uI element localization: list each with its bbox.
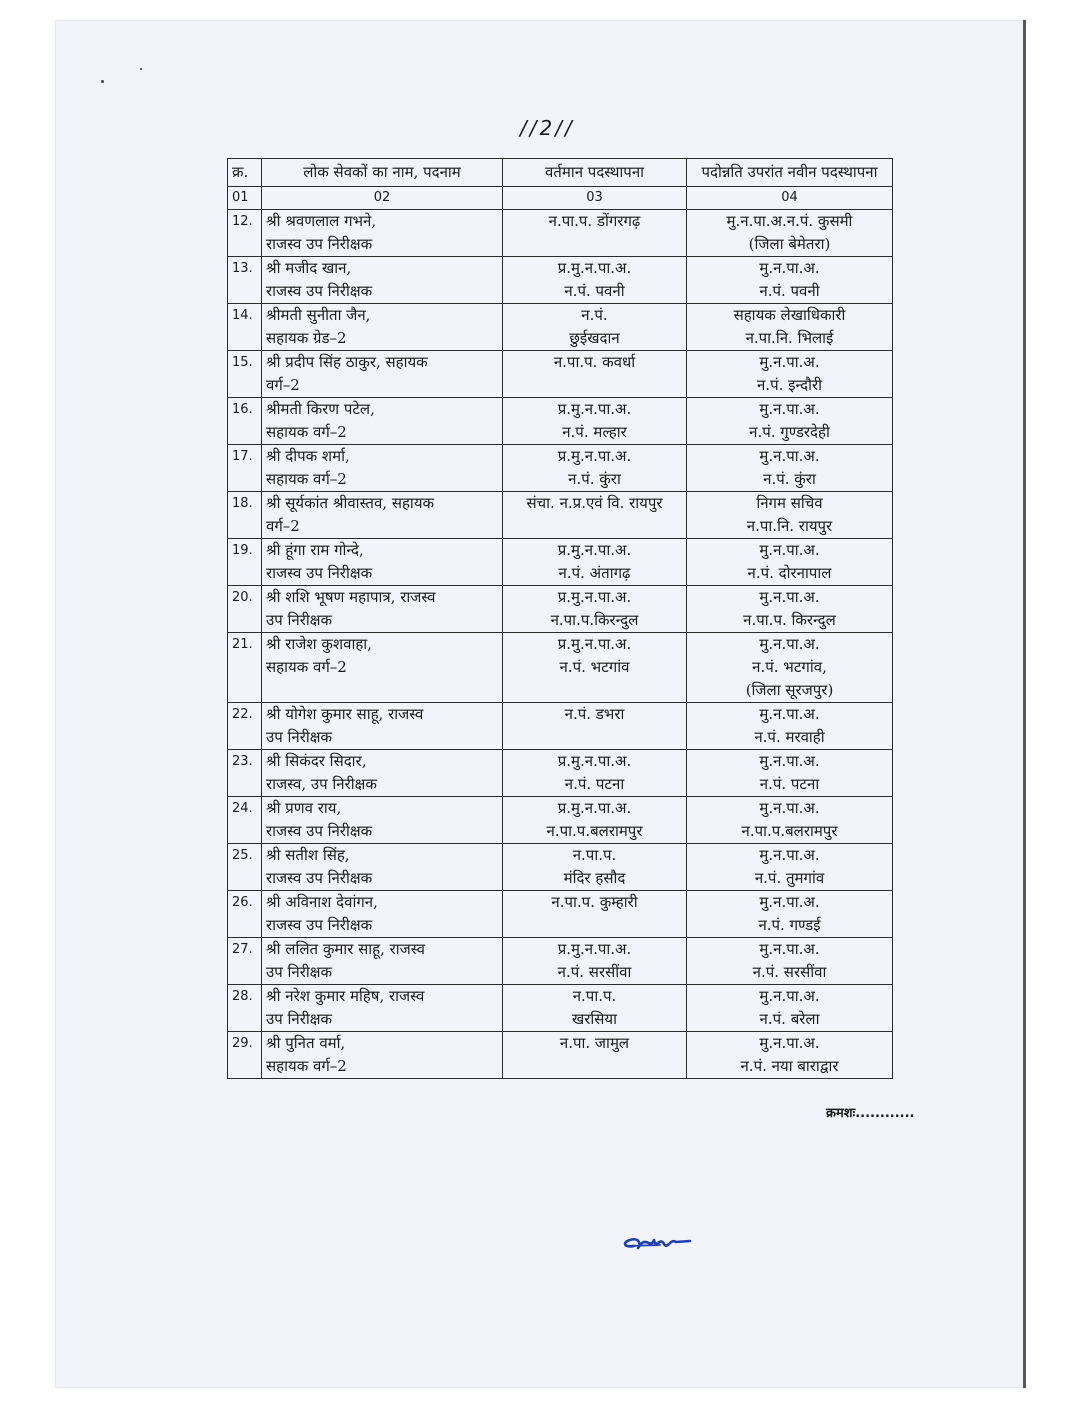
column-number: 04 — [687, 187, 893, 210]
new-posting-cell-line: न.पं. कुंरा — [763, 470, 816, 488]
name-designation-cell-line: राजस्व उप निरीक्षक — [266, 235, 373, 253]
name-designation-cell-line: श्री हूंगा राम गोन्दे, — [266, 541, 364, 559]
new-posting-cell-line: मु.न.पा.अ. — [759, 1034, 820, 1052]
name-designation-cell — [262, 351, 503, 398]
current-posting-cell-line: न.पा.प.बलरामपुर — [546, 822, 643, 840]
serial-cell: 17. — [228, 445, 262, 492]
table-row — [228, 586, 893, 633]
current-posting-cell — [503, 891, 687, 938]
current-posting-cell-line: न.पा.प. कवर्धा — [553, 353, 636, 371]
name-designation-cell-line: श्री ललित कुमार साहू, राजस्व — [266, 940, 425, 958]
serial-cell: 21. — [228, 633, 262, 703]
current-posting-cell — [503, 844, 687, 891]
name-designation-cell — [262, 797, 503, 844]
new-posting-cell — [687, 938, 893, 985]
current-posting-cell-line: मंदिर हसौद — [563, 869, 626, 887]
new-posting-cell-line: न.पा.नि. भिलाई — [745, 329, 834, 347]
name-designation-cell-line: श्री अविनाश देवांगन, — [266, 893, 378, 911]
current-posting-cell — [503, 210, 687, 257]
column-number-row — [228, 187, 893, 210]
current-posting-cell-line: न.पा.प. — [572, 846, 617, 864]
new-posting-cell — [687, 539, 893, 586]
name-designation-cell — [262, 750, 503, 797]
name-designation-cell-line: सहायक ग्रेड–2 — [266, 329, 347, 347]
table-row — [228, 257, 893, 304]
current-posting-cell-line: प्र.मु.न.पा.अ. — [557, 447, 632, 465]
new-posting-cell — [687, 586, 893, 633]
current-posting-cell-line: न.पं. कुंरा — [568, 470, 621, 488]
current-posting-cell-line: न.पं. पवनी — [564, 282, 625, 300]
new-posting-cell-line: न.पा.प.बलरामपुर — [741, 822, 838, 840]
name-designation-cell-line: श्री दीपक शर्मा, — [266, 447, 350, 465]
name-designation-cell — [262, 938, 503, 985]
current-posting-cell — [503, 257, 687, 304]
name-designation-cell — [262, 844, 503, 891]
new-posting-cell-line: न.पं. नया बाराद्वार — [740, 1057, 839, 1075]
serial-cell: 29. — [228, 1032, 262, 1079]
new-posting-cell-line: न.पं. बरेला — [759, 1010, 820, 1028]
new-posting-cell-line: न.पं. दोरनापाल — [747, 564, 832, 582]
current-posting-cell — [503, 703, 687, 750]
name-designation-cell-line: सहायक वर्ग–2 — [266, 658, 347, 676]
current-posting-cell — [503, 492, 687, 539]
current-posting-cell-line: प्र.मु.न.पा.अ. — [557, 635, 632, 653]
new-posting-cell — [687, 210, 893, 257]
new-posting-cell — [687, 797, 893, 844]
new-posting-cell-line: न.पं. सरसींवा — [752, 963, 827, 981]
new-posting-cell-line: मु.न.पा.अ. — [759, 987, 820, 1005]
current-posting-cell-line: प्र.मु.न.पा.अ. — [557, 940, 632, 958]
name-designation-cell-line: श्री सिकंदर सिदार, — [266, 752, 367, 770]
new-posting-cell — [687, 703, 893, 750]
new-posting-cell-line: मु.न.पा.अ. — [759, 259, 820, 277]
new-posting-cell-line: न.पं. पवनी — [759, 282, 820, 300]
header-serial: क्र. — [228, 159, 262, 187]
current-posting-cell-line: प्र.मु.न.पा.अ. — [557, 752, 632, 770]
current-posting-cell — [503, 750, 687, 797]
name-designation-cell-line: राजस्व उप निरीक्षक — [266, 282, 373, 300]
current-posting-cell-line: छुईखदान — [569, 329, 620, 347]
new-posting-cell — [687, 304, 893, 351]
current-posting-cell-line: न.पा.प.किरन्दुल — [550, 611, 639, 629]
name-designation-cell — [262, 304, 503, 351]
new-posting-cell-line: मु.न.पा.अ. — [759, 353, 820, 371]
new-posting-cell-line: मु.न.पा.अ. — [759, 752, 820, 770]
current-posting-cell-line: न.पा.प. डोंगरगढ़ — [548, 212, 641, 230]
serial-cell: 18. — [228, 492, 262, 539]
name-designation-cell-line: श्री सूर्यकांत श्रीवास्तव, सहायक — [266, 494, 435, 512]
name-designation-cell — [262, 257, 503, 304]
table-row — [228, 938, 893, 985]
serial-cell: 24. — [228, 797, 262, 844]
name-designation-cell-line: उप निरीक्षक — [266, 728, 333, 746]
new-posting-cell — [687, 985, 893, 1032]
current-posting-cell-line: न.पं. अंतागढ़ — [558, 564, 631, 582]
serial-cell: 22. — [228, 703, 262, 750]
name-designation-cell — [262, 539, 503, 586]
promotion-posting-table — [227, 158, 893, 1079]
table-row — [228, 633, 893, 703]
new-posting-cell — [687, 445, 893, 492]
name-designation-cell-line: श्रीमती किरण पटेल, — [266, 400, 375, 418]
serial-cell: 26. — [228, 891, 262, 938]
table-row — [228, 445, 893, 492]
new-posting-cell — [687, 891, 893, 938]
table-row — [228, 703, 893, 750]
name-designation-cell-line: उप निरीक्षक — [266, 1010, 333, 1028]
table-row — [228, 844, 893, 891]
name-designation-cell-line: उप निरीक्षक — [266, 963, 333, 981]
serial-cell: 23. — [228, 750, 262, 797]
name-designation-cell — [262, 586, 503, 633]
new-posting-cell-line: निगम सचिव — [756, 494, 823, 512]
name-designation-cell — [262, 1032, 503, 1079]
current-posting-cell — [503, 633, 687, 703]
current-posting-cell-line: न.पं. मल्हार — [562, 423, 627, 441]
new-posting-cell-line: न.पं. तुमगांव — [754, 869, 825, 887]
page-number: //2// — [520, 116, 575, 140]
table-row — [228, 351, 893, 398]
name-designation-cell-line: श्री प्रणव राय, — [266, 799, 342, 817]
column-number: 01 — [228, 187, 262, 210]
signature — [620, 1222, 700, 1258]
new-posting-cell-line: न.पं. इन्दौरी — [756, 376, 823, 394]
column-number: 03 — [503, 187, 687, 210]
new-posting-cell-line: मु.न.पा.अ. — [759, 447, 820, 465]
new-posting-cell-line: न.पा.नि. रायपुर — [746, 517, 833, 535]
name-designation-cell — [262, 985, 503, 1032]
current-posting-cell-line: न.पं. पटना — [564, 775, 625, 793]
table-row — [228, 797, 893, 844]
current-posting-cell — [503, 1032, 687, 1079]
current-posting-cell — [503, 351, 687, 398]
new-posting-cell — [687, 633, 893, 703]
table-row — [228, 539, 893, 586]
name-designation-cell-line: सहायक वर्ग–2 — [266, 1057, 347, 1075]
current-posting-cell-line: प्र.मु.न.पा.अ. — [557, 541, 632, 559]
page-edge — [1023, 20, 1026, 1388]
new-posting-cell-line: मु.न.पा.अ. — [759, 541, 820, 559]
name-designation-cell — [262, 633, 503, 703]
new-posting-cell — [687, 492, 893, 539]
current-posting-cell-line: न.पं. सरसींवा — [557, 963, 632, 981]
new-posting-cell-line: न.पं. मरवाही — [754, 728, 825, 746]
name-designation-cell-line: श्रीमती सुनीता जैन, — [266, 306, 371, 324]
column-number: 02 — [262, 187, 503, 210]
name-designation-cell-line: श्री नरेश कुमार महिष, राजस्व — [266, 987, 425, 1005]
new-posting-cell-line: सहायक लेखाधिकारी — [733, 306, 846, 324]
current-posting-cell — [503, 797, 687, 844]
name-designation-cell-line: श्री राजेश कुशवाहा, — [266, 635, 372, 653]
new-posting-cell-line: न.पं. गुण्डरदेही — [749, 423, 830, 441]
current-posting-cell — [503, 985, 687, 1032]
name-designation-cell-line: श्री श्रवणलाल गभने, — [266, 212, 377, 230]
name-designation-cell-line: राजस्व उप निरीक्षक — [266, 564, 373, 582]
table-row — [228, 985, 893, 1032]
serial-cell: 15. — [228, 351, 262, 398]
serial-cell: 12. — [228, 210, 262, 257]
table-header-row — [228, 159, 893, 187]
serial-cell: 25. — [228, 844, 262, 891]
table-row — [228, 492, 893, 539]
header-current-posting: वर्तमान पदस्थापना — [503, 159, 687, 187]
new-posting-cell-line: मु.न.पा.अ. — [759, 635, 820, 653]
header-name-designation: लोक सेवकों का नाम, पदनाम — [262, 159, 503, 187]
current-posting-cell — [503, 304, 687, 351]
serial-cell: 14. — [228, 304, 262, 351]
new-posting-cell-line: (जिला बेमेतरा) — [748, 235, 831, 253]
current-posting-cell — [503, 586, 687, 633]
current-posting-cell-line: न.पं. भटगांव — [559, 658, 630, 676]
name-designation-cell-line: राजस्व उप निरीक्षक — [266, 822, 373, 840]
current-posting-cell — [503, 938, 687, 985]
table-row — [228, 210, 893, 257]
new-posting-cell-line: मु.न.पा.अ. — [759, 400, 820, 418]
new-posting-cell — [687, 750, 893, 797]
new-posting-cell — [687, 257, 893, 304]
table-body — [228, 210, 893, 1079]
table-row — [228, 304, 893, 351]
current-posting-cell-line: न.पा. जामुल — [559, 1034, 630, 1052]
name-designation-cell-line: वर्ग–2 — [266, 376, 300, 394]
new-posting-cell-line: मु.न.पा.अ. — [759, 846, 820, 864]
name-designation-cell-line: श्री पुनित वर्मा, — [266, 1034, 346, 1052]
new-posting-cell — [687, 844, 893, 891]
serial-cell: 27. — [228, 938, 262, 985]
name-designation-cell — [262, 891, 503, 938]
name-designation-cell-line: श्री मजीद खान, — [266, 259, 352, 277]
header-new-posting: पदोन्नति उपरांत नवीन पदस्थापना — [687, 159, 893, 187]
current-posting-cell-line: प्र.मु.न.पा.अ. — [557, 588, 632, 606]
name-designation-cell-line: श्री प्रदीप सिंह ठाकुर, सहायक — [266, 353, 428, 371]
name-designation-cell — [262, 492, 503, 539]
serial-cell: 28. — [228, 985, 262, 1032]
serial-cell: 16. — [228, 398, 262, 445]
table-row — [228, 891, 893, 938]
name-designation-cell-line: राजस्व उप निरीक्षक — [266, 869, 373, 887]
new-posting-cell — [687, 398, 893, 445]
new-posting-cell-line: न.पं. भटगांव, — [752, 658, 827, 676]
current-posting-cell-line: प्र.मु.न.पा.अ. — [557, 259, 632, 277]
name-designation-cell-line: सहायक वर्ग–2 — [266, 423, 347, 441]
new-posting-cell-line: मु.न.पा.अ. — [759, 705, 820, 723]
name-designation-cell-line: श्री योगेश कुमार साहू, राजस्व — [266, 705, 424, 723]
current-posting-cell-line: खरसिया — [571, 1010, 617, 1028]
table-row — [228, 398, 893, 445]
ink-speck — [140, 68, 142, 70]
new-posting-cell-line: मु.न.पा.अ. — [759, 940, 820, 958]
new-posting-cell-line: न.पं. पटना — [759, 775, 820, 793]
current-posting-cell-line: न.पा.प. कुम्हारी — [551, 893, 638, 911]
new-posting-cell — [687, 1032, 893, 1079]
name-designation-cell — [262, 445, 503, 492]
name-designation-cell-line: उप निरीक्षक — [266, 611, 333, 629]
new-posting-cell — [687, 351, 893, 398]
new-posting-cell-line: न.पा.प. किरन्दुल — [743, 611, 836, 629]
new-posting-cell-line: मु.न.पा.अ. — [759, 893, 820, 911]
name-designation-cell-line: वर्ग–2 — [266, 517, 300, 535]
current-posting-cell-line: प्र.मु.न.पा.अ. — [557, 799, 632, 817]
new-posting-cell-line: मु.न.पा.अ. — [759, 588, 820, 606]
current-posting-cell-line: प्र.मु.न.पा.अ. — [557, 400, 632, 418]
name-designation-cell-line: श्री शशि भूषण महापात्र, राजस्व — [266, 588, 436, 606]
new-posting-cell-line: न.पं. गण्डई — [758, 916, 821, 934]
name-designation-cell-line: श्री सतीश सिंह, — [266, 846, 350, 864]
new-posting-cell-line: मु.न.पा.अ.न.पं. कुसमी — [726, 212, 853, 230]
new-posting-cell-line: मु.न.पा.अ. — [759, 799, 820, 817]
serial-cell: 19. — [228, 539, 262, 586]
table-row — [228, 1032, 893, 1079]
new-posting-cell-line: (जिला सूरजपुर) — [745, 681, 834, 699]
current-posting-cell-line: न.पा.प. — [572, 987, 617, 1005]
current-posting-cell-line: संचा. न.प्र.एवं वि. रायपुर — [526, 494, 663, 512]
current-posting-cell — [503, 445, 687, 492]
table-row — [228, 750, 893, 797]
name-designation-cell-line: राजस्व उप निरीक्षक — [266, 916, 373, 934]
current-posting-cell — [503, 398, 687, 445]
name-designation-cell-line: सहायक वर्ग–2 — [266, 470, 347, 488]
serial-cell: 13. — [228, 257, 262, 304]
name-designation-cell — [262, 398, 503, 445]
name-designation-cell — [262, 210, 503, 257]
current-posting-cell-line: न.पं. — [581, 306, 608, 324]
name-designation-cell-line: राजस्व, उप निरीक्षक — [266, 775, 377, 793]
name-designation-cell — [262, 703, 503, 750]
serial-cell: 20. — [228, 586, 262, 633]
ink-speck — [101, 80, 104, 83]
current-posting-cell — [503, 539, 687, 586]
current-posting-cell-line: न.पं. डभरा — [564, 705, 625, 723]
continued-label: क्रमशः............ — [826, 1106, 915, 1121]
